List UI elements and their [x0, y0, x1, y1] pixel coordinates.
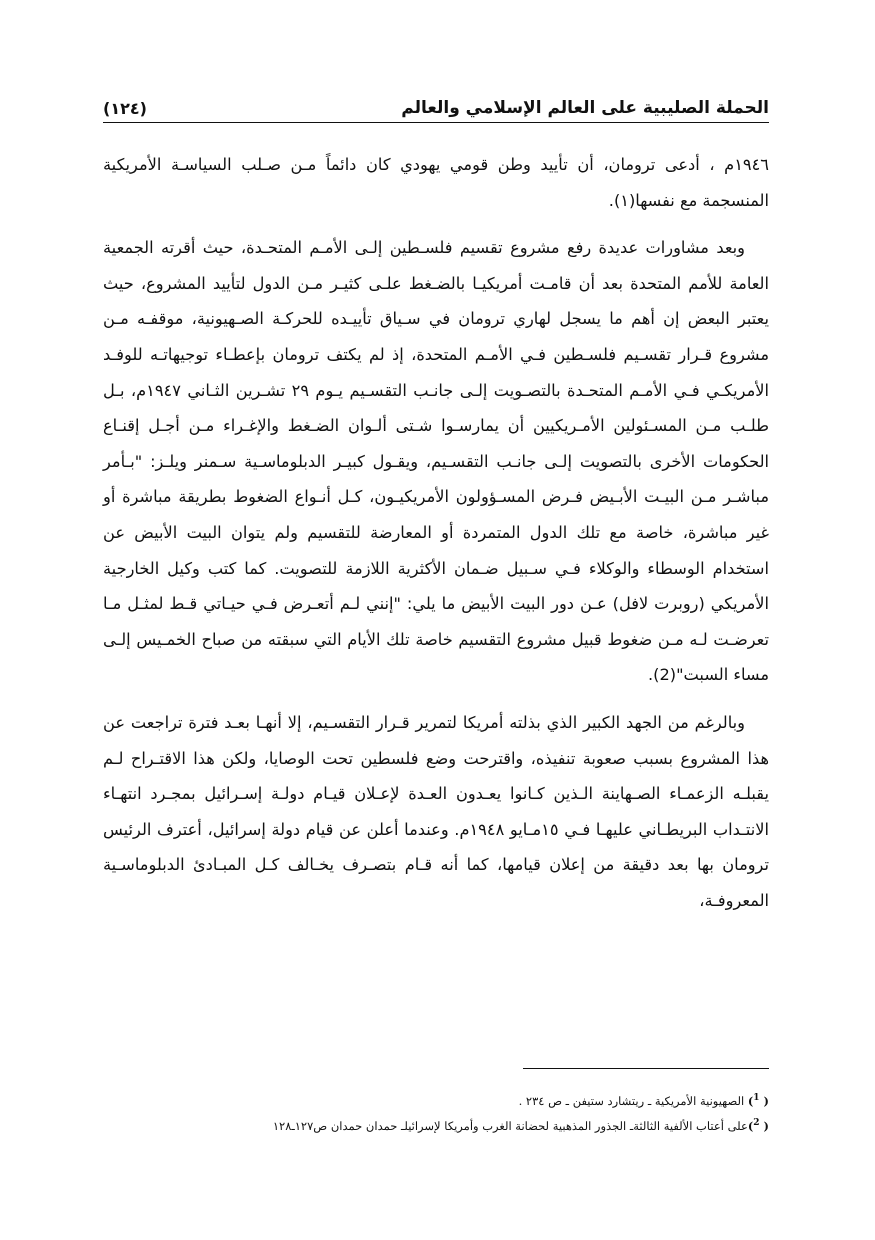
footnote-marker: ( $^2$) [747, 1117, 769, 1133]
body-text [103, 147, 769, 930]
footnote-divider [523, 1068, 769, 1069]
footnote-text: على أعتاب الألفية الثالثةـ الجذور المذهبية لحضانة الغرب وأمريكا لإسرائيلـ حمدان حمدان ص١٢٧ـ١٢٨ [272, 1118, 748, 1133]
paragraph-3: وبالرغم من الجهد الكبير الذي بذلته أمريكا لتمرير قـرار التقسـيم، إلا أنهـا بعـد فترة تراجعت عن هذا المشروع بسبب صعوبة تنفيذه، واقترحت وضع فلسطين تحت الوصايا، ولكن هذا الاقتـراح لـم يقبلـه الزعمـاء الصـهاينة الـذين كـانوا يعـدون العـدة لإعـلان قيـام دولـة إسـرائيل بمجـرد انتهـاء الانتـداب البريطـاني عليهـا فـي ١٥مـايو ١٩٤٨م. وعندما أعلن عن قيام دولة إسرائيل، أعترف الرئيس ترومان بها بعد دقيقة من إعلان قيامها، كما أنه قـام بتصـرف يخـالف كـل المبـادئ الدبلوماسـية المعروفـة، [103, 712, 770, 910]
footnote-2 [103, 1112, 769, 1137]
footnote-marker: ( $^1$) [747, 1093, 769, 1108]
footnotes [103, 1068, 769, 1137]
paragraph-2: وبعد مشاورات عديدة رفع مشروع تقسيم فلسـطين إلـى الأمـم المتحـدة، حيث أقرته الجمعية العامة للأمم المتحدة بعد أن قامـت أمريكيـا بالضـغط علـى كثيـر مـن الدول لتأييد المشروع، حيث يعتبر البعض إن أهم ما يسجل لهاري ترومان في سـياق تأييـده للحركـة الصـهيونية، موقفـه مـن مشروع قـرار تقسـيم فلسـطين فـي الأمـم المتحدة، إذ لم يكتف ترومان بإعطـاء توجيهاتـه للوفـد الأمريكـي فـي الأمـم المتحـدة بالتصـويت إلـى جانـب التقسـيم يـوم ٢٩ تشـرين الثـاني ١٩٤٧م، بـل طلـب مـن المسـئولين الأمـريكيين أن يمارسـوا شـتى ألـوان الضـغط والإغـراء مـن أجـل إقنـاع الحكومات الأخرى بالتصويت إلـى جانـب التقسـيم، ويقـول كبيـر الدبلوماسـية سـمنر ويلـز: "بـأمر مباشـر مـن البيـت الأبـيض فـرض المسـؤولون الأمريكيـون، كـل أنـواع الضغوط بطريقة مباشرة أو غير مباشرة، خاصة مع تلك الدول المتمردة أو المعارضة للتقسيم ولم يتوان البيت الأبيض عن استخدام الوسطاء والوكلاء فـي سـبيل ضـمان الأكثرية اللازمة للتصويت. كما كتب وكيل الخارجية الأمريكي (روبرت لافل) عـن دور البيت الأبيض ما يلي: "إنني لـم أتعـرض فـي حيـاتي قـط لمثـل مـا تعرضـت لـه مـن ضغوط قبيل مشروع التقسيم خاصة تلك الأيام التي سبقته من صباح الخمـيس إلـى مساء السبت"(2). [103, 238, 769, 685]
paragraph-1: ١٩٤٦م ، أدعى ترومان، أن تأييد وطن قومي يهودي كان دائماً مـن صـلب السياسـة الأمريكية المنسجمة مع نفسها(١). [103, 155, 769, 210]
running-header [103, 88, 769, 123]
header-title: الحملة الصليبية على العالم الإسلامي والعالم [401, 98, 769, 118]
footnote-text: الصهيونية الأمريكية ـ ريتشارد ستيفن ـ ص ٢٣٤ . [518, 1093, 745, 1108]
document-page [103, 0, 769, 1240]
page-number: (١٢٤) [103, 99, 147, 118]
footnote-1 [103, 1087, 769, 1112]
